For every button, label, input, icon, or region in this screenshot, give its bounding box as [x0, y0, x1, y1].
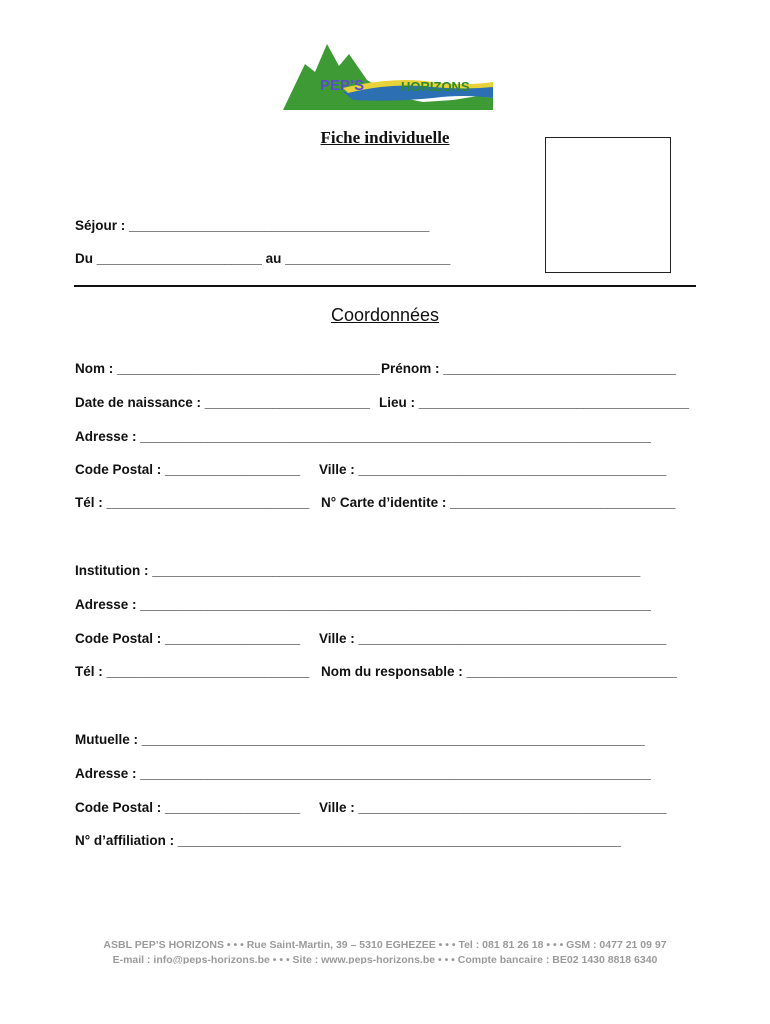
institution-ville-field[interactable]: Ville : _________________________________________ — [319, 631, 667, 646]
peps-horizons-logo — [283, 40, 493, 112]
affiliation-field[interactable]: N° d’affiliation : ___________________________________________________________ — [75, 833, 621, 848]
photo-box — [545, 137, 671, 273]
institution-field[interactable]: Institution : _________________________________________________________________ — [75, 563, 641, 578]
footer-line-2-clip — [0, 955, 770, 964]
footer-line-2: E-mail : info@peps-horizons.be • • • Site : www.peps-horizons.be • • • Compte bancaire : BE02 1430 8818 6340 — [112, 955, 658, 964]
mutuelle-adresse-field[interactable]: Adresse : ____________________________________________________________________ — [75, 766, 651, 781]
responsable-field[interactable]: Nom du responsable : ____________________________ — [321, 664, 677, 679]
institution-code-postal-field[interactable]: Code Postal : __________________ — [75, 631, 301, 646]
mutuelle-field[interactable]: Mutuelle : ___________________________________________________________________ — [75, 732, 645, 747]
institution-tel-field[interactable]: Tél : ___________________________ — [75, 664, 310, 679]
code-postal-field[interactable]: Code Postal : __________________ — [75, 462, 301, 477]
date-naissance-field[interactable]: Date de naissance : ______________________ — [75, 395, 370, 410]
adresse-field[interactable]: Adresse : ____________________________________________________________________ — [75, 429, 651, 444]
dates-field[interactable]: Du ______________________ au ______________________ — [75, 251, 451, 266]
institution-adresse-field[interactable]: Adresse : ____________________________________________________________________ — [75, 597, 651, 612]
mountain-logo-icon — [283, 40, 493, 112]
mutuelle-ville-field[interactable]: Ville : _________________________________________ — [319, 800, 667, 815]
lieu-field[interactable]: Lieu : ____________________________________ — [379, 395, 690, 410]
tel-field[interactable]: Tél : ___________________________ — [75, 495, 310, 510]
mutuelle-code-postal-field[interactable]: Code Postal : __________________ — [75, 800, 301, 815]
carte-identite-field[interactable]: N° Carte d’identite : ______________________________ — [321, 495, 676, 510]
page-title: Fiche individuelle — [320, 128, 450, 147]
footer-line-1: ASBL PEP’S HORIZONS • • • Rue Saint-Martin, 39 – 5310 EGHEZEE • • • Tel : 081 81 26 18 • • • GSM : 0477 21 09 97 — [103, 939, 667, 951]
prenom-field[interactable]: Prénom : _______________________________ — [381, 361, 677, 376]
section-title: Coordonnées — [330, 305, 440, 325]
logo-text-peps: PEP’S — [320, 77, 365, 94]
sejour-field[interactable]: Séjour : ________________________________________ — [75, 218, 430, 233]
ville-field[interactable]: Ville : _________________________________________ — [319, 462, 667, 477]
nom-field[interactable]: Nom : ___________________________________ — [75, 361, 380, 376]
divider — [74, 285, 696, 287]
logo-text-horizons: HORIZONS — [401, 79, 470, 94]
